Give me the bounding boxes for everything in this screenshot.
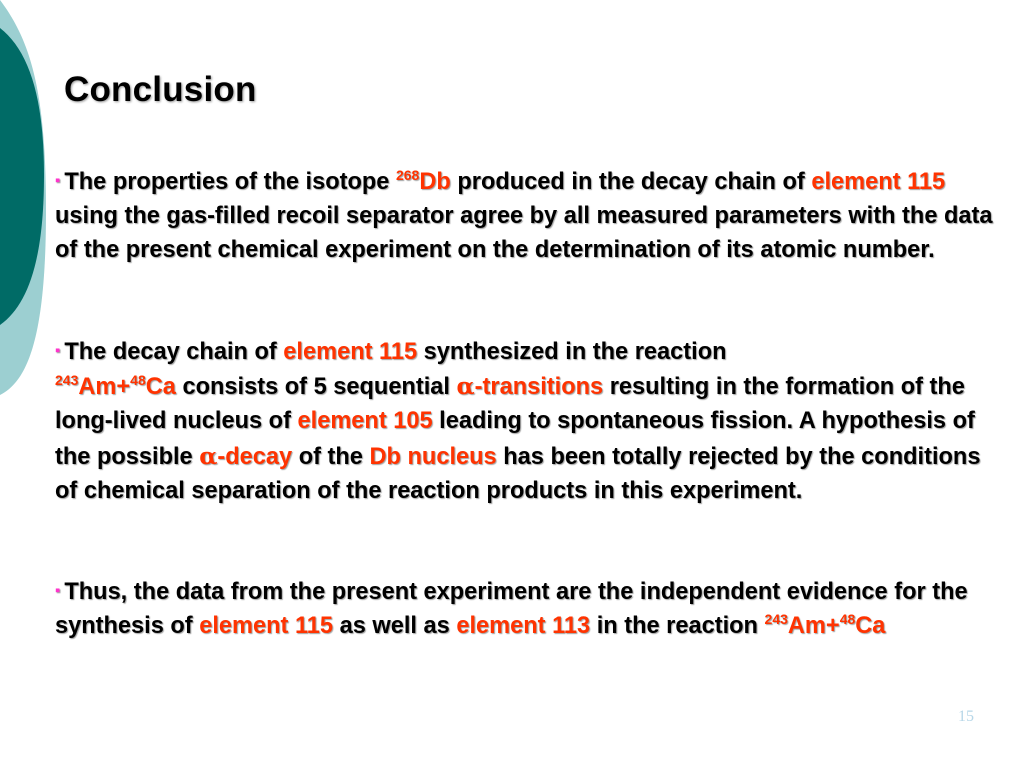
page-number: 15 bbox=[958, 708, 974, 725]
text-run: The properties of the isotope bbox=[64, 169, 390, 195]
alpha-symbol: α bbox=[456, 372, 475, 401]
conclusion-paragraph-3 bbox=[55, 574, 995, 643]
mass-number: 48 bbox=[839, 611, 856, 628]
isotope-db268 bbox=[396, 169, 451, 195]
conclusion-paragraph-1 bbox=[55, 164, 995, 268]
mass-number: 243 bbox=[764, 611, 788, 628]
slide-title: Conclusion bbox=[64, 70, 257, 109]
element-symbol: Ca bbox=[145, 374, 176, 401]
text-run: consists of 5 sequential bbox=[182, 374, 450, 401]
element-symbol: Am+ bbox=[787, 613, 840, 640]
highlight-element-115: element 115 bbox=[199, 613, 334, 640]
square-bullet-icon: ▪ bbox=[55, 342, 61, 359]
alpha-symbol: α bbox=[199, 441, 218, 470]
mass-number: 243 bbox=[55, 372, 79, 389]
reaction-formula bbox=[55, 374, 176, 400]
decay-text: -decay bbox=[217, 443, 293, 470]
text-run: The decay chain of bbox=[64, 339, 277, 365]
highlight-element-115: element 115 bbox=[811, 169, 946, 195]
highlight-alpha-transitions bbox=[457, 374, 604, 400]
element-symbol: Db bbox=[419, 169, 451, 195]
text-run: of the bbox=[298, 443, 363, 470]
text-run: synthesized in the reaction bbox=[423, 339, 727, 365]
text-run: as well as bbox=[339, 613, 450, 640]
slide-decoration bbox=[0, 0, 60, 420]
square-bullet-icon: ▪ bbox=[55, 172, 61, 189]
text-run: leading to spontaneous fission. A hypothesis of the possible bbox=[55, 408, 975, 470]
highlight-element-115: element 115 bbox=[283, 339, 418, 365]
element-symbol: Ca bbox=[855, 613, 886, 640]
mass-number: 268 bbox=[395, 167, 420, 183]
highlight-element-113: element 113 bbox=[456, 613, 591, 640]
text-run: has been totally rejected by the conditions of chemical separation of the reaction products in this experiment. bbox=[55, 443, 981, 504]
conclusion-paragraph-2 bbox=[55, 334, 995, 508]
text-run: Thus, the data from the present experiment are the independent evidence for the synthesis of bbox=[55, 579, 968, 640]
mass-number: 48 bbox=[130, 372, 146, 389]
square-bullet-icon: ▪ bbox=[55, 582, 61, 599]
reaction-formula bbox=[765, 613, 886, 639]
text-run: produced in the decay chain of bbox=[457, 169, 805, 195]
highlight-element-105: element 105 bbox=[297, 408, 433, 435]
text-run: in the reaction bbox=[596, 613, 758, 640]
highlight-alpha-decay bbox=[199, 441, 293, 470]
highlight-db-nucleus: Db nucleus bbox=[369, 443, 497, 470]
transitions-text: -transitions bbox=[474, 374, 604, 401]
text-run: resulting in the formation of the long-lived nucleus of bbox=[55, 374, 965, 435]
text-run: using the gas-filled recoil separator agree by all measured parameters with the data of the present chemical experiment on the determination of its atomic number. bbox=[55, 203, 993, 264]
element-symbol: Am+ bbox=[78, 374, 131, 401]
